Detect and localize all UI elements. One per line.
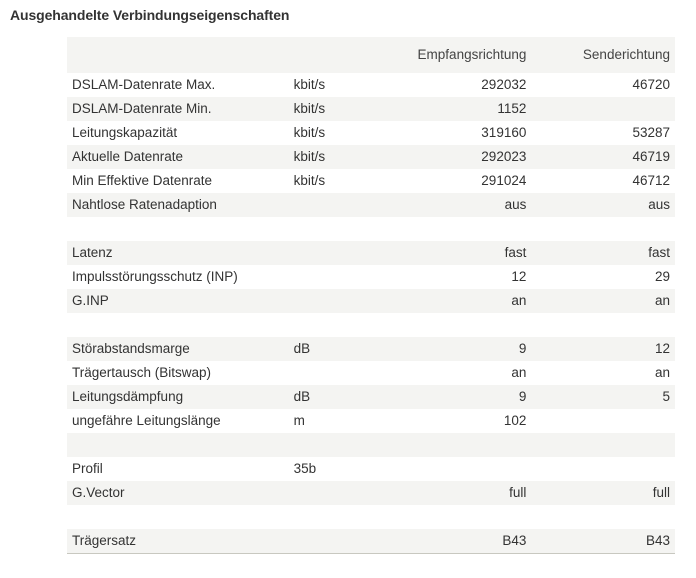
row-upstream: 46719 bbox=[632, 149, 670, 164]
row-unit: kbit/s bbox=[293, 125, 326, 140]
row-label: Profil bbox=[72, 461, 103, 476]
row-downstream bbox=[392, 505, 526, 529]
row-upstream: 46712 bbox=[632, 173, 670, 188]
table-row-spacer bbox=[67, 217, 675, 241]
row-label: Trägersatz bbox=[72, 533, 137, 548]
row-downstream: 319160 bbox=[481, 125, 527, 140]
row-label: Trägertausch (Bitswap) bbox=[72, 365, 212, 380]
row-downstream: 102 bbox=[503, 413, 527, 428]
row-downstream: full bbox=[509, 485, 527, 500]
row-unit bbox=[294, 193, 392, 217]
table-row bbox=[67, 265, 675, 289]
row-upstream: 29 bbox=[654, 269, 670, 284]
row-label: Leitungskapazität bbox=[72, 125, 178, 140]
row-upstream bbox=[526, 409, 675, 433]
header-downstream: Empfangsrichtung bbox=[417, 47, 527, 62]
table-row bbox=[67, 121, 675, 145]
row-upstream: 53287 bbox=[632, 125, 670, 140]
row-label bbox=[67, 505, 294, 529]
table-row-spacer bbox=[67, 505, 675, 529]
row-unit bbox=[294, 361, 392, 385]
row-label bbox=[67, 433, 294, 457]
row-unit: kbit/s bbox=[293, 77, 326, 92]
row-label: Aktuelle Datenrate bbox=[72, 149, 184, 164]
row-upstream: full bbox=[652, 485, 670, 500]
table-row bbox=[67, 337, 675, 361]
table-row bbox=[67, 529, 675, 554]
row-upstream bbox=[526, 313, 675, 337]
row-unit bbox=[294, 313, 392, 337]
row-upstream bbox=[526, 457, 675, 481]
row-downstream: 292023 bbox=[481, 149, 527, 164]
row-label: Nahtlose Ratenadaption bbox=[72, 197, 217, 212]
row-downstream bbox=[392, 217, 526, 241]
header-label bbox=[67, 37, 294, 73]
table-row bbox=[67, 481, 675, 505]
row-unit bbox=[294, 217, 392, 241]
row-downstream: an bbox=[511, 365, 527, 380]
row-unit bbox=[294, 241, 392, 265]
row-unit bbox=[294, 481, 392, 505]
row-upstream: 46720 bbox=[632, 77, 670, 92]
row-unit: dB bbox=[293, 341, 311, 356]
connection-properties-table bbox=[67, 37, 675, 554]
row-upstream: an bbox=[654, 365, 670, 380]
row-downstream bbox=[392, 457, 526, 481]
row-upstream: aus bbox=[648, 197, 670, 212]
row-upstream: 5 bbox=[662, 389, 670, 404]
row-downstream: 9 bbox=[518, 389, 527, 404]
table-row bbox=[67, 361, 675, 385]
table-row bbox=[67, 169, 675, 193]
row-upstream: an bbox=[654, 293, 670, 308]
row-upstream: B43 bbox=[645, 533, 670, 548]
row-downstream: 1152 bbox=[497, 101, 527, 116]
table-header-row bbox=[67, 37, 675, 73]
table-row-spacer bbox=[67, 433, 675, 457]
row-unit bbox=[294, 505, 392, 529]
header-upstream: Senderichtung bbox=[582, 47, 670, 62]
row-downstream: 291024 bbox=[481, 173, 527, 188]
row-downstream: B43 bbox=[502, 533, 527, 548]
table-row bbox=[67, 457, 675, 481]
row-downstream: 9 bbox=[518, 341, 527, 356]
row-label: Min Effektive Datenrate bbox=[72, 173, 213, 188]
table-row bbox=[67, 241, 675, 265]
row-label: Störabstandsmarge bbox=[72, 341, 190, 356]
row-unit bbox=[294, 529, 392, 554]
row-unit bbox=[294, 265, 392, 289]
row-unit: kbit/s bbox=[293, 101, 326, 116]
row-downstream: 292032 bbox=[481, 77, 527, 92]
row-label: G.Vector bbox=[72, 485, 125, 500]
row-downstream: an bbox=[511, 293, 527, 308]
row-unit bbox=[294, 433, 392, 457]
table-row bbox=[67, 385, 675, 409]
row-upstream bbox=[526, 217, 675, 241]
row-upstream bbox=[526, 433, 675, 457]
row-label: Leitungsdämpfung bbox=[72, 389, 184, 404]
row-downstream: 12 bbox=[511, 269, 527, 284]
table-row bbox=[67, 97, 675, 121]
header-unit bbox=[294, 37, 392, 73]
row-upstream: fast bbox=[648, 245, 670, 260]
row-unit: 35b bbox=[293, 461, 317, 476]
row-downstream bbox=[392, 313, 526, 337]
row-unit: m bbox=[293, 413, 305, 428]
row-unit: kbit/s bbox=[293, 149, 326, 164]
row-label: DSLAM-Datenrate Min. bbox=[72, 101, 212, 116]
row-label: G.INP bbox=[72, 293, 109, 308]
row-label: Latenz bbox=[72, 245, 113, 260]
section-title: Ausgehandelte Verbindungseigenschaften bbox=[10, 7, 290, 23]
row-label: ungefähre Leitungslänge bbox=[72, 413, 221, 428]
row-downstream: fast bbox=[504, 245, 527, 260]
row-downstream bbox=[392, 433, 526, 457]
table-row bbox=[67, 73, 675, 97]
table-row-spacer bbox=[67, 313, 675, 337]
table-row bbox=[67, 289, 675, 313]
table-row bbox=[67, 409, 675, 433]
row-label bbox=[67, 217, 294, 241]
row-unit bbox=[294, 289, 392, 313]
row-label bbox=[67, 313, 294, 337]
row-upstream bbox=[526, 97, 675, 121]
row-upstream bbox=[526, 505, 675, 529]
row-label: Impulsstörungsschutz (INP) bbox=[72, 269, 238, 284]
row-upstream: 12 bbox=[654, 341, 670, 356]
row-label: DSLAM-Datenrate Max. bbox=[72, 77, 216, 92]
row-downstream: aus bbox=[504, 197, 527, 212]
table-row bbox=[67, 193, 675, 217]
table-row bbox=[67, 145, 675, 169]
row-unit: dB bbox=[293, 389, 311, 404]
row-unit: kbit/s bbox=[293, 173, 326, 188]
